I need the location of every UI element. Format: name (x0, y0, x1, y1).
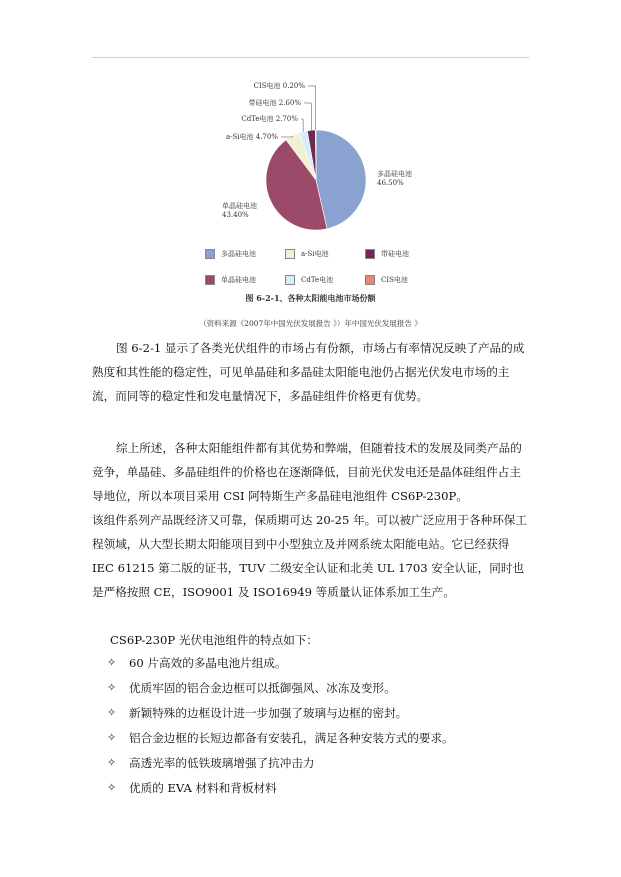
legend-item-mono-si (205, 272, 285, 288)
paragraph-market-share: 图 6-2-1 显示了各类光伏组件的市场占有份额，市场占有率情况反映了产品的成熟度和其性能的稳定性，可见单晶硅和多晶硅太阳能电池仍占据光伏发电市场的主流，而同等的稳定性和发电量情况下，多晶硅组件价格更有优势。 (92, 341, 525, 403)
list-item (107, 729, 454, 754)
slice-label: a-Si电池 4.70% (225, 133, 278, 141)
list-item (107, 704, 454, 729)
legend-label: 单晶硅电池 (221, 276, 256, 284)
legend-item-cis (365, 272, 445, 288)
feature-text: 铝合金边框的长短边都备有安装孔，满足各种安装方式的要求。 (129, 731, 454, 745)
list-item (107, 779, 454, 804)
diamond-bullet-icon: ✧ (107, 731, 117, 744)
slice-label: 带硅电池 2.60% (248, 99, 301, 107)
legend-swatch (205, 249, 215, 259)
slice-label: CdTe电池 2.70% (241, 115, 298, 123)
legend-item-cdte (285, 272, 365, 288)
legend-label: CIS电池 (381, 276, 408, 284)
legend-label: 多晶硅电池 (221, 250, 256, 258)
diamond-bullet-icon: ✧ (107, 706, 117, 719)
legend-swatch (285, 249, 295, 259)
paragraph-conclusion: 综上所述，各种太阳能组件都有其优势和弊端，但随着技术的发展及同类产品的竞争，单晶硅、多晶硅组件的价格也在逐渐降低，目前光伏发电还是晶体硅组件占主导地位，所以本项目采用 CSI 阿特斯生产多晶硅电池组件 CS6P-230P。 (92, 441, 522, 503)
feature-text: 高透光率的低铁玻璃增强了抗冲击力 (129, 756, 315, 770)
legend-label: a-Si电池 (301, 250, 329, 258)
legend-item-a-si (285, 246, 365, 262)
figure-source-note: （资料来源《2007年中国光伏发展报告 》）年中国光伏发展报告 》 (199, 319, 422, 328)
features-intro: CS6P-230P 光伏电池组件的特点如下： (110, 633, 319, 647)
market-share-pie-chart (0, 0, 621, 240)
legend-row (205, 246, 455, 262)
legend-swatch (365, 275, 375, 285)
legend-swatch (205, 275, 215, 285)
pie-leader-lines (281, 86, 316, 137)
leader-line (304, 103, 311, 130)
diamond-bullet-icon: ✧ (107, 656, 117, 669)
feature-text: 60 片高效的多晶电池片组成。 (129, 656, 287, 670)
slice-label: 单晶硅电池 (222, 202, 257, 210)
diamond-bullet-icon: ✧ (107, 681, 117, 694)
legend-label: CdTe电池 (301, 276, 334, 284)
legend-label: 带硅电池 (381, 250, 409, 258)
leader-line (301, 119, 303, 132)
slice-label: 46.50% (377, 179, 404, 187)
leader-line (281, 136, 292, 137)
list-item (107, 654, 454, 679)
feature-text: 优质牢固的铝合金边框可以抵御强风、冰冻及变形。 (129, 681, 396, 695)
figure-caption: 图 6-2-1、各种太阳能电池市场份额 (245, 293, 376, 303)
slice-label: 多晶硅电池 (377, 170, 412, 178)
legend-item-ribbon-si (365, 246, 445, 262)
diamond-bullet-icon: ✧ (107, 756, 117, 769)
legend-swatch (365, 249, 375, 259)
feature-text: 新颖特殊的边框设计进一步加强了玻璃与边框的密封。 (129, 706, 408, 720)
pie-slices (266, 130, 366, 230)
legend-swatch (285, 275, 295, 285)
list-item (107, 754, 454, 779)
slice-label: 43.40% (222, 211, 249, 219)
diamond-bullet-icon: ✧ (107, 781, 117, 794)
legend-item-multi-si (205, 246, 285, 262)
paragraph-product-description: 该组件系列产品既经济又可靠，保质期可达 20-25 年。可以被广泛应用于各种环保工程领域，从大型长期太阳能项目到中小型独立及并网系统太阳能电站。它已经获得 IEC 61215 第二版的证书，TUV 二级安全认证和北美 UL 1703 安全认证，同时也是严格按照 CE，ISO9001 及 ISO16949 等质量认证体系加工生产。 (92, 513, 527, 599)
slice-label: CIS电池 0.20% (253, 82, 305, 90)
chart-legend (205, 246, 455, 298)
legend-row (205, 272, 455, 288)
leader-line (308, 86, 316, 130)
feature-text: 优质的 EVA 材料和背板材料 (129, 781, 277, 795)
list-item (107, 679, 454, 704)
feature-list (107, 654, 454, 804)
